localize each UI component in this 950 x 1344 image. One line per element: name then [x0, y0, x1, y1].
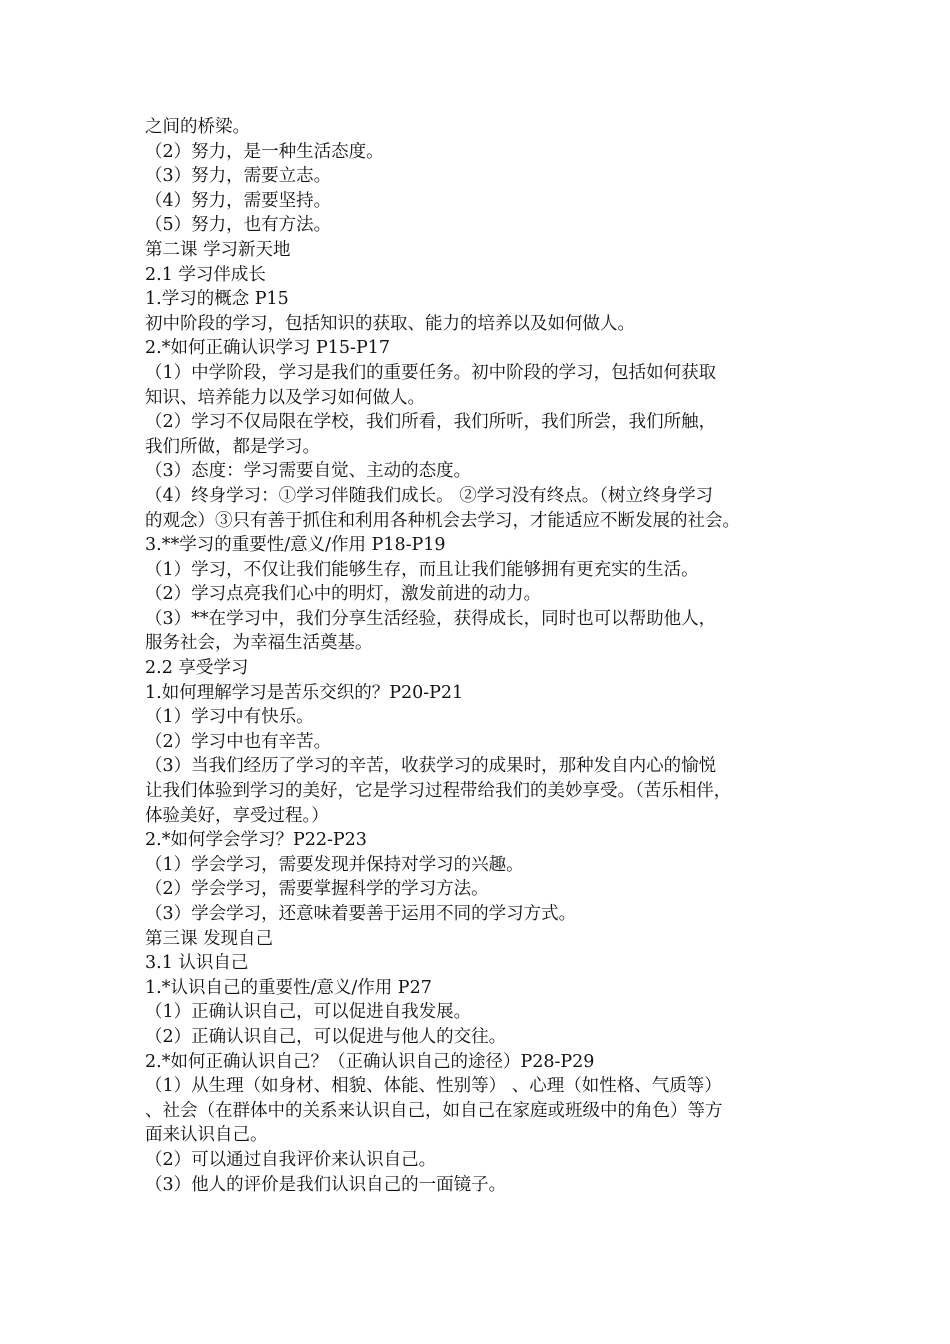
text-line: （2）正确认识自己，可以促进与他人的交往。: [145, 1026, 507, 1047]
lesson-heading: 第三课 发现自己: [145, 928, 274, 949]
text-line: （1）从生理（如身材、相貌、体能、性别等） 、心理（如性格、气质等）: [145, 1076, 722, 1097]
text-line: 体验美好，享受过程。）: [145, 805, 329, 826]
text-line: 之间的桥梁。: [145, 117, 250, 137]
topic-heading: 1.如何理解学习是苦乐交织的？P20-P21: [145, 682, 464, 703]
text-line: （2）努力，是一种生活态度。: [145, 141, 384, 162]
text-line: 面来认识自己。: [145, 1125, 268, 1146]
text-line: （4）终身学习：①学习伴随我们成长。 ②学习没有终点。（树立终身学习: [145, 485, 713, 506]
text-line: （3）他人的评价是我们认识自己的一面镜子。: [145, 1174, 507, 1195]
text-line: （1）学会学习，需要发现并保持对学习的兴趣。: [145, 854, 524, 875]
text-line: （2）学习不仅局限在学校，我们所看，我们所听，我们所尝，我们所触，: [145, 412, 717, 433]
section-heading: 3.1 认识自己: [145, 953, 249, 974]
text-line: （2）学会学习，需要掌握科学的学习方法。: [145, 879, 489, 900]
topic-heading: 2.*如何学会学习？P22-P23: [145, 830, 367, 851]
section-heading: 2.2 享受学习: [145, 658, 249, 679]
text-line: （3）学会学习，还意味着要善于运用不同的学习方式。: [145, 904, 577, 924]
text-line: （1）中学阶段，学习是我们的重要任务。初中阶段的学习，包括如何获取: [145, 362, 717, 383]
text-line: （3）态度：学习需要自觉、主动的态度。: [145, 461, 472, 482]
text-line: （3）当我们经历了学习的辛苦，收获学习的成果时，那种发自内心的愉悦: [145, 756, 717, 777]
lesson-heading: 第二课 学习新天地: [145, 239, 291, 260]
text-line: （3）努力，需要立志。: [145, 166, 332, 187]
text-line: 、社会（在群体中的关系来认识自己，如自己在家庭或班级中的角色）等方: [145, 1100, 723, 1121]
text-line: 服务社会，为幸福生活奠基。: [145, 633, 373, 654]
text-line: 让我们体验到学习的美好，它是学习过程带给我们的美妙享受。（苦乐相伴，: [145, 781, 732, 802]
text-line: （4）努力，需要坚持。: [145, 190, 332, 211]
text-line: 的观念）③只有善于抓住和利用各种机会去学习，才能适应不断发展的社会。: [145, 510, 740, 531]
text-line: （1）正确认识自己，可以促进自我发展。: [145, 1002, 472, 1023]
text-line: 知识、培养能力以及学习如何做人。: [145, 387, 425, 408]
text-line: 初中阶段的学习，包括知识的获取、能力的培养以及如何做人。: [145, 313, 635, 334]
topic-heading: 2.*如何正确认识学习 P15-P17: [145, 338, 391, 359]
text-line: （5）努力，也有方法。: [145, 215, 332, 236]
text-line: （2）学习中也有辛苦。: [145, 731, 332, 752]
text-line: 我们所做，都是学习。: [145, 436, 320, 457]
text-line: （1）学习，不仅让我们能够生存，而且让我们能够拥有更充实的生活。: [145, 559, 699, 580]
text-line: （3）**在学习中，我们分享生活经验，获得成长，同时也可以帮助他人，: [145, 608, 717, 629]
text-line: （2）可以通过自我评价来认识自己。: [145, 1149, 437, 1170]
topic-heading: 1.*认识自己的重要性/意义/作用 P27: [145, 977, 432, 998]
section-heading: 2.1 学习伴成长: [145, 264, 266, 285]
text-line: （2）学习点亮我们心中的明灯，激发前进的动力。: [145, 584, 542, 605]
topic-heading: 3.**学习的重要性/意义/作用 P18-P19: [145, 535, 446, 556]
topic-heading: 2.*如何正确认识自己？（正确认识自己的途径）P28-P29: [145, 1051, 595, 1072]
text-line: （1）学习中有快乐。: [145, 707, 314, 728]
document-page: [145, 115, 825, 1197]
topic-heading: 1.学习的概念 P15: [145, 289, 289, 310]
